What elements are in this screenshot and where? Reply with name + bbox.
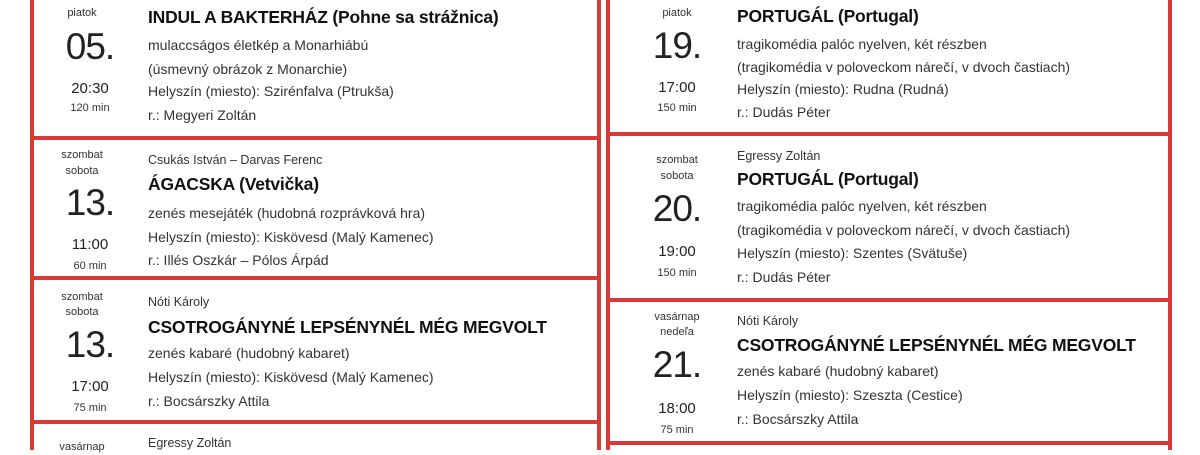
- event-genre: tragikomédia palóc nyelven, két részben: [737, 36, 987, 52]
- event-duration: 150 min: [657, 267, 697, 279]
- event-title: [737, 334, 1136, 356]
- row-divider: [30, 276, 601, 280]
- event-date: 19.: [652, 25, 702, 66]
- event-genre: mulaccságos életkép a Monarhiábú: [148, 37, 369, 53]
- center-left-border: [597, 0, 601, 450]
- event-author: Egressy Zoltán: [148, 436, 232, 450]
- event-date: 21.: [652, 344, 702, 385]
- title-hu: CSOTROGÁNYNÉ LEPSÉNYNÉL MÉG MEGVOLT: [737, 335, 1136, 355]
- row-divider: [606, 298, 1172, 302]
- event-duration: 60 min: [73, 260, 107, 272]
- event-venue: Helyszín (miesto): Szentes (Svätuše): [737, 245, 968, 261]
- event-time: 18:00: [658, 400, 696, 417]
- title-hu: ÁGACSKA: [148, 174, 235, 194]
- event-venue: Helyszín (miesto): Szirénfalva (Ptrukša): [148, 83, 394, 99]
- event-author: Egressy Zoltán: [737, 149, 821, 163]
- event-venue: Helyszín (miesto): Rudna (Rudná): [737, 81, 949, 97]
- weekday-sk: sobota: [65, 165, 99, 177]
- event-duration: 150 min: [657, 102, 697, 114]
- row-divider: [606, 441, 1172, 445]
- event-genre: tragikomédia palóc nyelven, két részben: [737, 198, 987, 214]
- event-title: [148, 173, 319, 195]
- event-genre-sk: (tragikomédia v poloveckom nárečí, v dvoch častiach): [737, 59, 1071, 75]
- weekday-sk: sobota: [660, 170, 694, 182]
- weekday-hu: szombat: [61, 291, 103, 303]
- event-genre-sk: (tragikomédia v poloveckom nárečí, v dvoch častiach): [737, 222, 1071, 238]
- event-time: 17:00: [71, 378, 109, 395]
- title-hu: CSOTROGÁNYNÉ LEPSÉNYNÉL MÉG MEGVOLT: [148, 317, 547, 337]
- weekday-sk: piatok: [67, 7, 97, 19]
- event-director: r.: Megyeri Zoltán: [148, 107, 257, 123]
- event-genre-sk: (úsmevný obrázok z Monarchie): [148, 61, 348, 77]
- event-genre: zenés kabaré (hudobný kabaret): [737, 363, 939, 379]
- weekday-hu: szombat: [656, 154, 698, 166]
- event-director: r.: Dudás Péter: [737, 104, 831, 120]
- title-hu: PORTUGÁL: [737, 169, 834, 189]
- right-border: [1168, 0, 1172, 450]
- event-author: Nóti Károly: [737, 314, 799, 328]
- title-hu: PORTUGÁL: [737, 6, 834, 26]
- event-time: 20:30: [71, 80, 109, 97]
- weekday-hu: vasárnap: [59, 441, 105, 453]
- event-genre: zenés mesejáték (hudobná rozprávková hra): [148, 205, 426, 221]
- event-title: [737, 168, 919, 190]
- title-sk: (Pohne sa strážnica): [332, 7, 499, 27]
- event-date: 05.: [65, 26, 115, 67]
- row-divider: [606, 132, 1172, 136]
- title-sk: (Portugal): [837, 6, 919, 26]
- event-author: Nóti Károly: [148, 295, 210, 309]
- event-duration: 75 min: [660, 424, 694, 436]
- row-divider: [30, 136, 601, 140]
- weekday-hu: vasárnap: [654, 311, 700, 323]
- event-director: r.: Bocsárszky Attila: [737, 411, 859, 427]
- event-genre: zenés kabaré (hudobný kabaret): [148, 345, 350, 361]
- event-title: [148, 316, 547, 338]
- weekday-sk: sobota: [65, 306, 99, 318]
- event-director: r.: Bocsárszky Attila: [148, 393, 270, 409]
- row-divider: [30, 420, 601, 424]
- event-venue: Helyszín (miesto): Kiskövesd (Malý Kamenec): [148, 369, 434, 385]
- event-time: 17:00: [658, 79, 696, 96]
- event-title: [737, 5, 919, 27]
- event-director: r.: Illés Oszkár – Pólos Árpád: [148, 252, 329, 268]
- event-duration: 120 min: [70, 102, 110, 114]
- weekday-sk: piatok: [662, 7, 692, 19]
- weekday-sk: nedeľa: [660, 326, 694, 338]
- event-title: [148, 6, 499, 28]
- left-border: [30, 0, 34, 450]
- event-date: 13.: [65, 182, 115, 223]
- center-right-border: [606, 0, 610, 450]
- event-time: 11:00: [71, 236, 109, 253]
- event-author: Csukás István – Darvas Ferenc: [148, 153, 323, 167]
- weekday-hu: szombat: [61, 149, 103, 161]
- title-sk: (Vetvička): [239, 174, 319, 194]
- event-director: r.: Dudás Péter: [737, 269, 831, 285]
- title-sk: (Portugal): [837, 169, 919, 189]
- event-venue: Helyszín (miesto): Szeszta (Cestice): [737, 387, 963, 403]
- title-hu: INDUL A BAKTERHÁZ: [148, 7, 328, 27]
- event-date: 20.: [652, 188, 702, 229]
- event-date: 13.: [65, 324, 115, 365]
- event-duration: 75 min: [73, 402, 107, 414]
- event-venue: Helyszín (miesto): Kiskövesd (Malý Kamenec): [148, 229, 434, 245]
- event-time: 19:00: [658, 243, 696, 260]
